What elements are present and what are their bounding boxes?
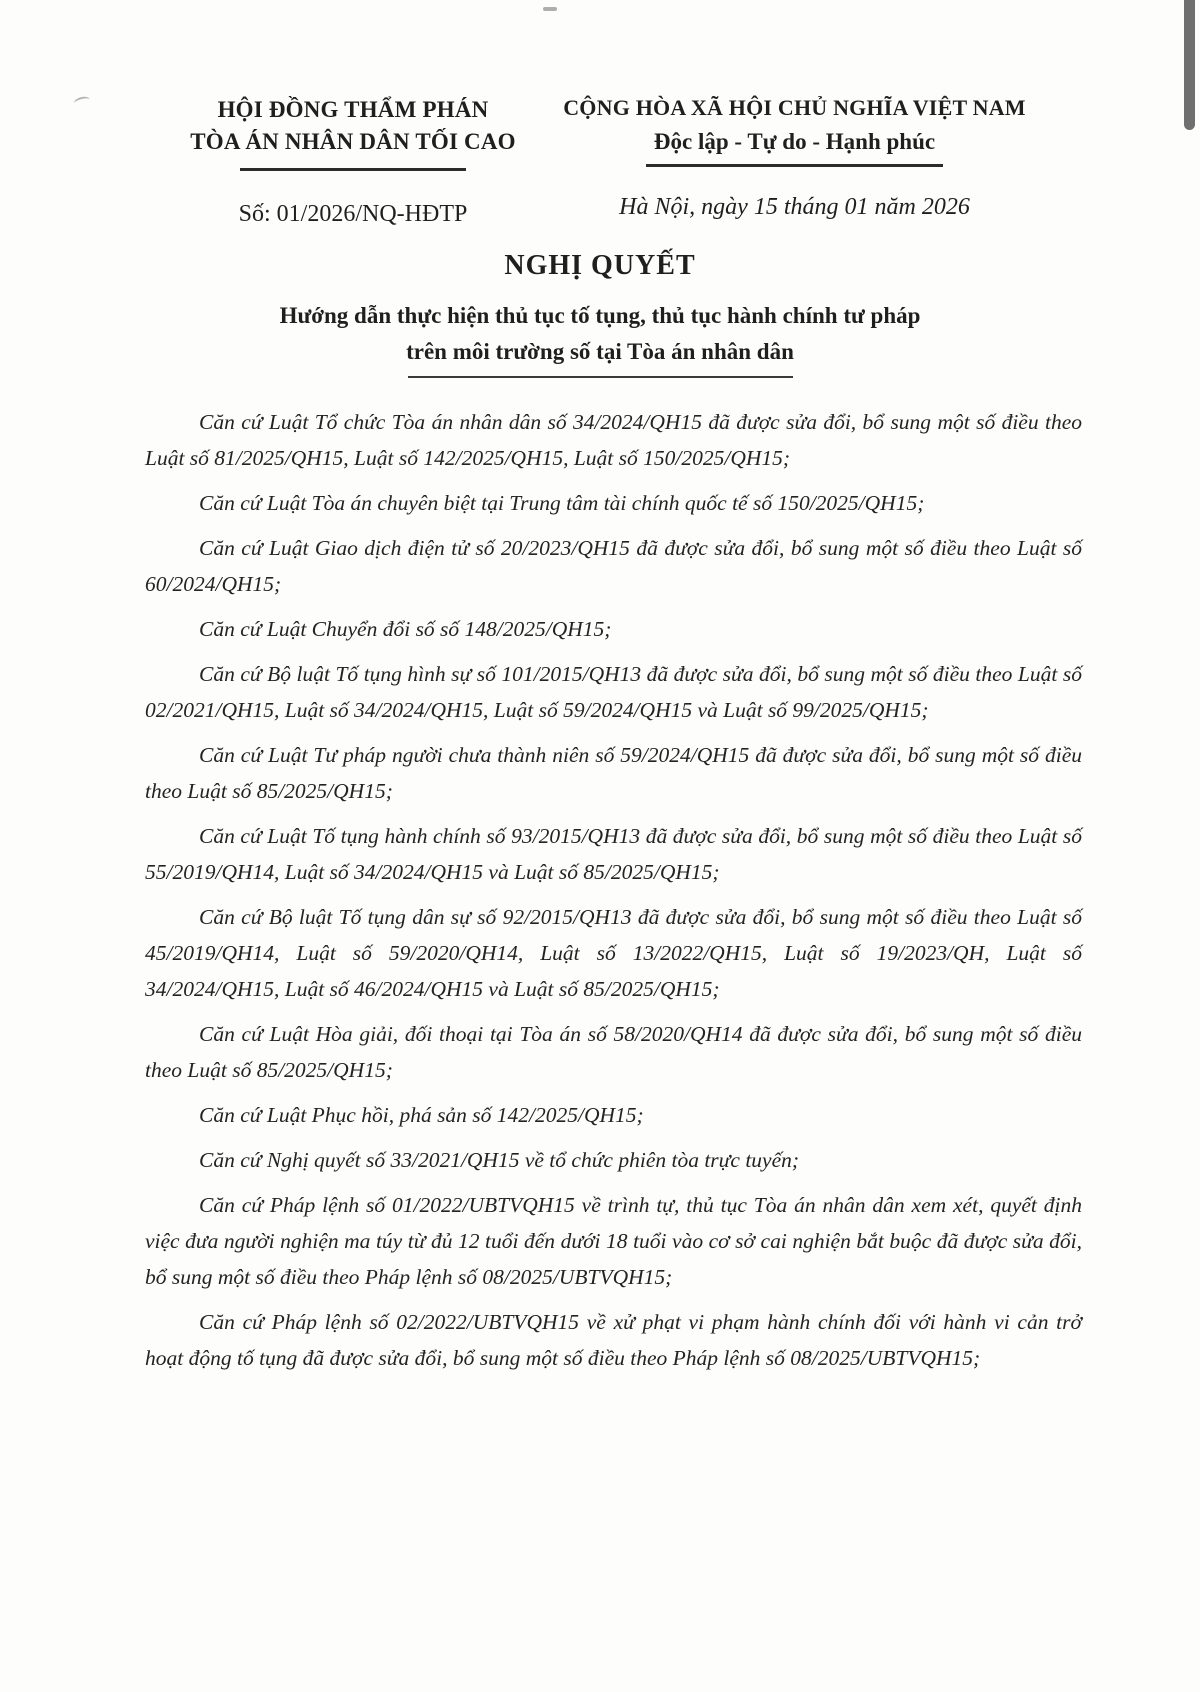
scan-dash-mark [543, 7, 557, 11]
legal-basis-paragraph: Căn cứ Luật Hòa giải, đối thoại tại Tòa án số 58/2020/QH14 đã được sửa đổi, bổ sung một số điều theo Luật số 85/2025/QH15; [145, 1022, 1082, 1082]
legal-basis-paragraph: Căn cứ Luật Tổ chức Tòa án nhân dân số 34/2024/QH15 đã được sửa đổi, bổ sung một số điều theo Luật số 81/2025/QH15, Luật số 142/2025/QH15, Luật số 150/2025/QH15; [145, 410, 1082, 470]
legal-basis-section [145, 404, 1082, 1385]
subtitle-rule [408, 376, 793, 378]
subtitle-line1: Hướng dẫn thực hiện thủ tục tố tụng, thủ tục hành chính tư pháp [279, 303, 921, 328]
legal-basis-paragraph: Căn cứ Luật Giao dịch điện tử số 20/2023/QH15 đã được sửa đổi, bổ sung một số điều theo Luật số 60/2024/QH15; [145, 536, 1082, 596]
document-subtitle [0, 298, 1200, 369]
scan-edge-bar [1184, 0, 1195, 130]
document-number: Số: 01/2026/NQ-HĐTP [238, 201, 468, 228]
legal-basis-paragraph: Căn cứ Bộ luật Tố tụng dân sự số 92/2015/QH13 đã được sửa đổi, bổ sung một số điều theo Luật số 45/2019/QH14, Luật số 59/2020/QH14, Luật số 13/2022/QH15, Luật số 19/2023/QH, Luật số 34/2024/QH15, Luật số 46/2024/QH15 và Luật số 85/2025/QH15; [145, 905, 1082, 1001]
issuing-authority-line2: TÒA ÁN NHÂN DÂN TỐI CAO [190, 128, 516, 154]
legal-basis-paragraph: Căn cứ Luật Chuyển đổi số số 148/2025/QH15; [199, 617, 612, 641]
legal-basis-paragraph: Căn cứ Luật Tố tụng hành chính số 93/2015/QH13 đã được sửa đổi, bổ sung một số điều theo Luật số 55/2019/QH14, Luật số 34/2024/QH15 và Luật số 85/2025/QH15; [145, 824, 1082, 884]
national-header-block [542, 94, 1047, 221]
legal-basis-paragraph: Căn cứ Bộ luật Tố tụng hình sự số 101/2015/QH13 đã được sửa đổi, bổ sung một số điều theo Luật số 02/2021/QH15, Luật số 34/2024/QH15, Luật số 59/2024/QH15 và Luật số 99/2025/QH15; [145, 662, 1082, 722]
scan-pencil-mark [73, 95, 91, 108]
header-right-rule [646, 164, 943, 167]
legal-basis-paragraph: Căn cứ Luật Tòa án chuyên biệt tại Trung tâm tài chính quốc tế số 150/2025/QH15; [199, 491, 925, 515]
title-block [0, 250, 1200, 378]
country-name: CỘNG HÒA XÃ HỘI CHỦ NGHĨA VIỆT NAM [563, 95, 1026, 120]
national-motto: Độc lập - Tự do - Hạnh phúc [653, 128, 936, 154]
header-left-rule [240, 168, 466, 171]
legal-basis-paragraph: Căn cứ Luật Phục hồi, phá sản số 142/2025/QH15; [199, 1103, 644, 1127]
issuing-authority-block [172, 94, 534, 228]
issuing-authority-line1: HỘI ĐỒNG THẨM PHÁN [217, 97, 489, 122]
legal-basis-paragraph: Căn cứ Pháp lệnh số 01/2022/UBTVQH15 về trình tự, thủ tục Tòa án nhân dân xem xét, quyết định việc đưa người nghiện ma túy từ đủ 12 tuổi đến dưới 18 tuổi vào cơ sở cai nghiện bắt buộc đã được sửa đổi, bổ sung một số điều theo Pháp lệnh số 08/2025/UBTVQH15; [145, 1193, 1082, 1289]
legal-basis-paragraph: Căn cứ Pháp lệnh số 02/2022/UBTVQH15 về xử phạt vi phạm hành chính đối với hành vi cản trở hoạt động tố tụng đã được sửa đổi, bổ sung một số điều theo Pháp lệnh số 08/2025/UBTVQH15; [145, 1310, 1082, 1370]
place-and-date: Hà Nội, ngày 15 tháng 01 năm 2026 [619, 193, 970, 220]
document-type-title: NGHỊ QUYẾT [504, 250, 696, 281]
subtitle-line2: trên môi trường số tại Tòa án nhân dân [406, 338, 794, 364]
legal-basis-paragraph: Căn cứ Luật Tư pháp người chưa thành niên số 59/2024/QH15 đã được sửa đổi, bổ sung một số điều theo Luật số 85/2025/QH15; [145, 743, 1082, 803]
legal-basis-paragraph: Căn cứ Nghị quyết số 33/2021/QH15 về tổ chức phiên tòa trực tuyến; [199, 1148, 800, 1172]
